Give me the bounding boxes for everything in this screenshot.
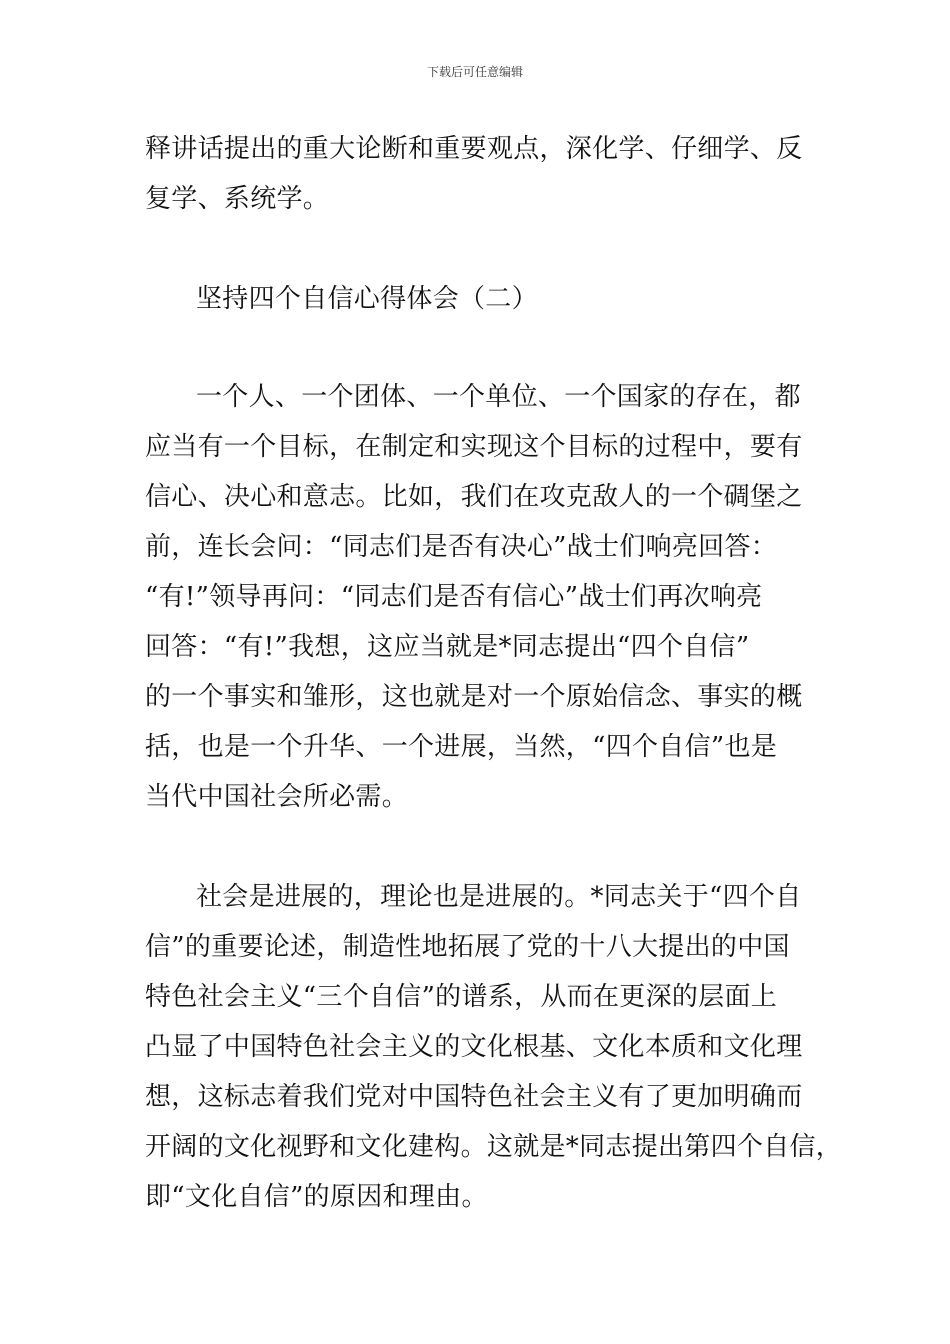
- body-line: 社会是进展的，理论也是进展的。*同志关于“四个自: [196, 882, 802, 912]
- body-line: 复学、系统学。: [145, 184, 330, 214]
- section-title: 坚持四个自信心得体会（二）: [196, 284, 538, 314]
- body-line: 括，也是一个升华、一个进展，当然，“四个自信”也是: [145, 732, 778, 762]
- body-line: 一个人、一个团体、一个单位、一个国家的存在，都: [196, 382, 801, 412]
- body-line: 前，连长会问：“同志们是否有决心”战士们响亮回答：: [145, 532, 778, 562]
- body-line: 的一个事实和雏形，这也就是对一个原始信念、事实的概: [145, 682, 803, 712]
- body-line: 释讲话提出的重大论断和重要观点，深化学、仔细学、反: [145, 134, 803, 164]
- body-line: 信心、决心和意志。比如，我们在攻克敌人的一个碉堡之: [145, 482, 803, 512]
- page-header: 下载后可任意编辑: [426, 65, 523, 79]
- body-line: “有!”领导再问：“同志们是否有信心”战士们再次响亮: [145, 582, 763, 612]
- body-line: 开阔的文化视野和文化建构。这就是*同志提出第四个自信，: [145, 1132, 843, 1162]
- body-line: 想，这标志着我们党对中国特色社会主义有了更加明确而: [145, 1082, 803, 1112]
- body-line: 应当有一个目标，在制定和实现这个目标的过程中，要有: [145, 432, 803, 462]
- body-line: 即“文化自信”的原因和理由。: [145, 1182, 488, 1212]
- body-line: 特色社会主义“三个自信”的谱系，从而在更深的层面上: [145, 982, 778, 1012]
- body-line: 当代中国社会所必需。: [145, 782, 409, 812]
- body-line: 凸显了中国特色社会主义的文化根基、文化本质和文化理: [145, 1032, 803, 1062]
- body-line: 回答：“有!”我想，这应当就是*同志提出“四个自信”: [145, 632, 750, 662]
- body-line: 信”的重要论述，制造性地拓展了党的十八大提出的中国: [145, 932, 790, 962]
